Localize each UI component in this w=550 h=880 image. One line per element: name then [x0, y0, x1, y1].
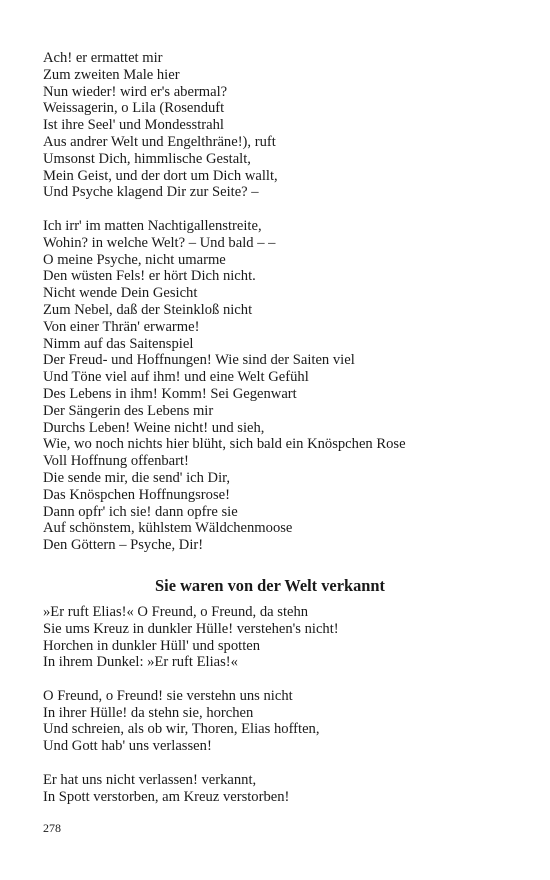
verse-line: Ach! er ermattet mir — [43, 50, 163, 66]
verse-line: Die sende mir, die send' ich Dir, — [43, 469, 231, 486]
verse-line: Umsonst Dich, himmlische Gestalt, — [43, 150, 251, 167]
verse-line: Horchen in dunkler Hüll' und spotten — [43, 637, 261, 654]
verse-line: Dann opfr' ich sie! dann opfre sie — [43, 503, 238, 520]
verse-line: Auf schönstem, kühlstem Wäldchenmoose — [43, 520, 293, 537]
poem-1-stanza-1 — [43, 50, 513, 201]
page-body — [43, 50, 513, 805]
verse-line: Sie ums Kreuz in dunkler Hülle! verstehen's nicht! — [43, 620, 339, 637]
verse-line: Wohin? in welche Welt? – Und bald – – — [43, 234, 276, 251]
verse-line: Von einer Thrän' erwarme! — [43, 318, 200, 335]
verse-line: In ihrer Hülle! da stehn sie, horchen — [43, 704, 254, 721]
verse-line: Und schreien, als ob wir, Thoren, Elias hofften, — [43, 721, 320, 738]
verse-line: In ihrem Dunkel: »Er ruft Elias!« — [43, 654, 238, 671]
poem-title: Sie waren von der Welt verkannt — [155, 575, 385, 595]
poem-1 — [43, 50, 513, 554]
verse-line: Des Lebens in ihm! Komm! Sei Gegenwart — [43, 385, 297, 402]
verse-line: Er hat uns nicht verlassen! verkannt, — [43, 771, 257, 788]
verse-line: O meine Psyche, nicht umarme — [43, 251, 226, 268]
verse-line: In Spott verstorben, am Kreuz verstorben! — [43, 788, 290, 805]
verse-line: Wie, wo noch nichts hier blüht, sich bald ein Knöspchen Rose — [43, 436, 406, 453]
verse-line: Ist ihre Seel' und Mondesstrahl — [43, 117, 224, 134]
verse-line: Das Knöspchen Hoffnungsrose! — [43, 486, 230, 503]
verse-line: O Freund, o Freund! sie verstehn uns nicht — [43, 687, 293, 704]
verse-line: Der Sängerin des Lebens mir — [43, 402, 214, 419]
verse-line: Und Töne viel auf ihm! und eine Welt Gefühl — [43, 369, 309, 386]
verse-line: Nicht wende Dein Gesicht — [43, 285, 198, 302]
verse-line: »Er ruft Elias!« O Freund, o Freund, da stehn — [43, 603, 309, 620]
poem-2-stanza-1 — [43, 604, 513, 671]
page-number: 278 — [43, 821, 61, 835]
verse-line: Zum Nebel, daß der Steinkloß nicht — [43, 301, 253, 318]
verse-line: Nimm auf das Saitenspiel — [43, 335, 194, 352]
verse-line: Voll Hoffnung offenbart! — [43, 453, 189, 470]
verse-line: Zum zweiten Male hier — [43, 66, 180, 83]
verse-line: Und Gott hab' uns verlassen! — [43, 738, 212, 755]
verse-line: Durchs Leben! Weine nicht! und sieh, — [43, 419, 265, 436]
verse-line: Aus andrer Welt und Engelthräne!), ruft — [43, 133, 276, 150]
verse-line: Mein Geist, und der dort um Dich wallt, — [43, 167, 278, 184]
verse-line: Den Göttern – Psyche, Dir! — [43, 537, 204, 554]
verse-line: Ich irr' im matten Nachtigallenstreite, — [43, 217, 262, 234]
poem-2-stanza-3 — [43, 772, 513, 806]
verse-line: Den wüsten Fels! er hört Dich nicht. — [43, 268, 256, 285]
verse-line: Der Freud- und Hoffnungen! Wie sind der Saiten viel — [43, 352, 355, 369]
verse-line: Und Psyche klagend Dir zur Seite? – — [43, 184, 259, 201]
verse-line: Weissagerin, o Lila (Rosenduft — [43, 100, 225, 117]
poem-1-stanza-2 — [43, 218, 513, 554]
poem-2-stanza-2 — [43, 688, 513, 755]
poem-2 — [43, 577, 513, 806]
verse-line: Nun wieder! wird er's abermal? — [43, 83, 228, 100]
